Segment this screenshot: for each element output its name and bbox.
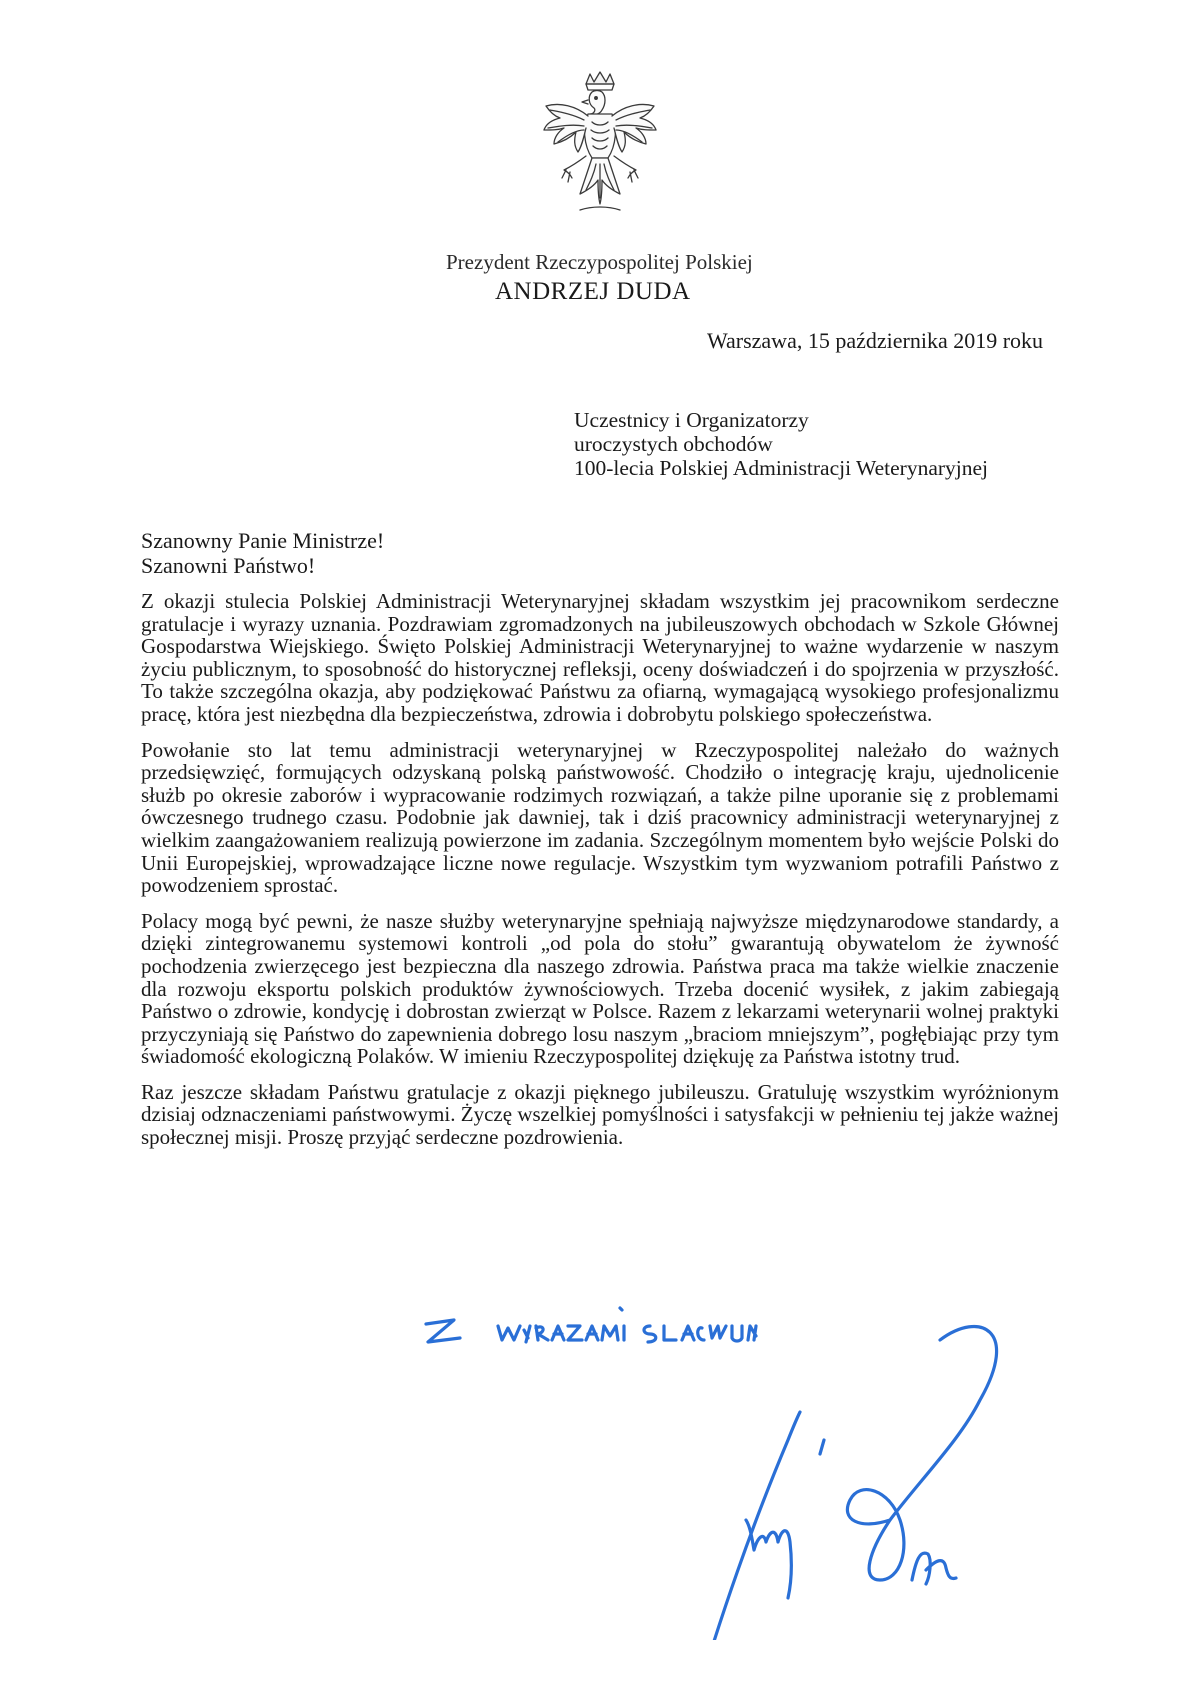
body-paragraph: Polacy mogą być pewni, że nasze służby weterynaryjne spełniają najwyższe międzynarodowe standardy, a dzięki zintegrowanemu systemowi kontroli „od pola do stołu” gwarantują obywatelom że żywność pochodzenia zwierzęcego jest bezpieczna dla naszego zdrowia. Państwa praca ma także wielkie znaczenie dla rozwoju eksportu polskich produktów żywnościowych. Trzeba docenić wysiłek, z jakim zabiegają Państwo o zdrowie, kondycję i dobrostan zwierząt w Polsce. Razem z lekarzami weterynarii wolnej praktyki przyczyniają się Państwo do zapewnienia dobrego losu naszym „braciom mniejszym”, pogłębiając przy tym świadomość ekologiczną Polaków. W imieniu Rzeczypospolitej dziękuję za Państwa istotny trud.	[141, 908, 1059, 1069]
body-paragraph: Raz jeszcze składam Państwu gratulacje z okazji pięknego jubileuszu. Gratuluję wszystkim wyróżnionym dzisiaj odznaczeniami państwowymi. Życzę wszelkiej pomyślności i satysfakcji w pełnieniu tej jakże ważnej społecznej misji. Proszę przyjąć serdeczne pozdrowienia.	[141, 1079, 1059, 1150]
white-eagle-emblem-icon	[536, 70, 664, 220]
recipient-block	[574, 408, 988, 480]
sender-name: ANDRZEJ DUDA	[495, 278, 691, 305]
body-paragraph: Z okazji stulecia Polskiej Administracji Weterynaryjnej składam wszystkim jej pracownikom serdeczne gratulacje i wyrazy uznania. Pozdrawiam zgromadzonych na jubileuszowych obchodach w Szkole Głównej Gospodarstwa Wiejskiego. Święto Polskiej Administracji Weterynaryjnej to ważne wydarzenie w naszym życiu publicznym, to sposobność do historycznej refleksji, oceny doświadczeń i do spojrzenia w przyszłość. To także szczególna okazja, aby podziękować Państwu za ofiarną, wymagającą wysokiego profesjonalizmu pracę, która jest niezbędna dla bezpieczeństwa, zdrowia i dobrobytu polskiego społeczeństwa.	[141, 589, 1059, 726]
recipient-line: Uczestnicy i Organizatorzy	[574, 408, 809, 432]
recipient-line: uroczystych obchodów	[574, 432, 773, 456]
body-paragraph: Powołanie sto lat temu administracji weterynaryjnej w Rzeczypospolitej należało do ważnych przedsięwzięć, formujących odzyskaną polską państwowość. Chodziło o integrację kraju, ujednolicenie służb po okresie zaborów i wypracowanie rodzimych rozwiązań, a także pilne uporanie się z problemami ówczesnego trudnego czasu. Podobnie jak dawniej, tak i dziś pracownicy administracji weterynaryjnej z wielkim zaangażowaniem realizują powierzone im zadania. Szczególnym momentem było wejście Polski do Unii Europejskiej, wprowadzające liczne nowe regulacje. Wszystkim tym wyzwaniom potrafili Państwo z powodzeniem sprostać.	[141, 737, 1059, 898]
recipient-line: 100-lecia Polskiej Administracji Weterynaryjnej	[574, 456, 989, 480]
salutation-block	[141, 528, 384, 578]
letter-body	[141, 590, 1059, 1162]
salutation-line: Szanowny Panie Ministrze!	[141, 528, 385, 553]
sender-title: Prezydent Rzeczypospolitej Polskiej	[446, 250, 753, 274]
letter-date: Warszawa, 15 października 2019 roku	[707, 328, 1044, 353]
salutation-line: Szanowni Państwo!	[141, 553, 316, 578]
